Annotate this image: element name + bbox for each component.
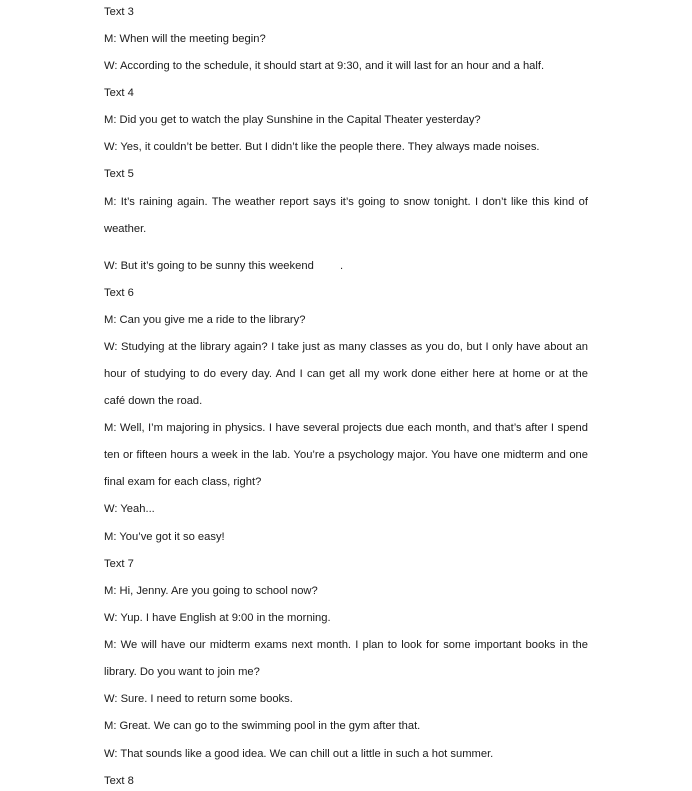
dialogue-line: M: Great. We can go to the swimming pool in the gym after that. — [104, 720, 421, 732]
dialogue-line-continuation: café down the road. — [104, 395, 203, 407]
dialogue-line: M: Well, I’m majoring in physics. I have several projects due each month, and that’s after I spend — [104, 422, 588, 434]
section-heading-text-3: Text 3 — [104, 6, 134, 18]
dialogue-line: M: Can you give me a ride to the library? — [104, 314, 306, 326]
section-heading-text-6: Text 6 — [104, 287, 134, 299]
section-heading-text-8: Text 8 — [104, 775, 134, 787]
dialogue-line: W: Yeah... — [104, 503, 155, 515]
dialogue-line: M: We will have our midterm exams next month. I plan to look for some important books in the — [104, 639, 588, 651]
section-heading-text-5: Text 5 — [104, 168, 134, 180]
dialogue-line: M: Hi, Jenny. Are you going to school now? — [104, 585, 318, 597]
dialogue-line: W: But it’s going to be sunny this weekend — [104, 260, 314, 272]
section-heading-text-7: Text 7 — [104, 558, 134, 570]
dialogue-line: W: Sure. I need to return some books. — [104, 693, 293, 705]
dialogue-line-continuation: ten or fifteen hours a week in the lab. You’re a psychology major. You have one midterm and one — [104, 449, 588, 461]
dialogue-line-continuation: weather. — [104, 223, 147, 235]
dialogue-line: M: When will the meeting begin? — [104, 33, 266, 45]
dialogue-line: W: Studying at the library again? I take just as many classes as you do, but I only have about an — [104, 341, 588, 353]
dialogue-line: M: Did you get to watch the play Sunshine in the Capital Theater yesterday? — [104, 114, 481, 126]
dialogue-line: M: It’s raining again. The weather report says it’s going to snow tonight. I don’t like this kind of — [104, 196, 588, 208]
dialogue-line-continuation: final exam for each class, right? — [104, 476, 262, 488]
dialogue-line: W: Yup. I have English at 9:00 in the morning. — [104, 612, 331, 624]
section-heading-text-4: Text 4 — [104, 87, 134, 99]
dialogue-line: W: Yes, it couldn’t be better. But I didn’t like the people there. They always made noises. — [104, 141, 540, 153]
stray-period: . — [340, 260, 344, 272]
dialogue-line-continuation: library. Do you want to join me? — [104, 666, 260, 678]
dialogue-line-continuation: hour of studying to do every day. And I can get all my work done either here at home or at the — [104, 368, 588, 380]
dialogue-line: W: That sounds like a good idea. We can chill out a little in such a hot summer. — [104, 748, 494, 760]
dialogue-line: M: You’ve got it so easy! — [104, 531, 225, 543]
dialogue-line: W: According to the schedule, it should start at 9:30, and it will last for an hour and a half. — [104, 60, 545, 72]
